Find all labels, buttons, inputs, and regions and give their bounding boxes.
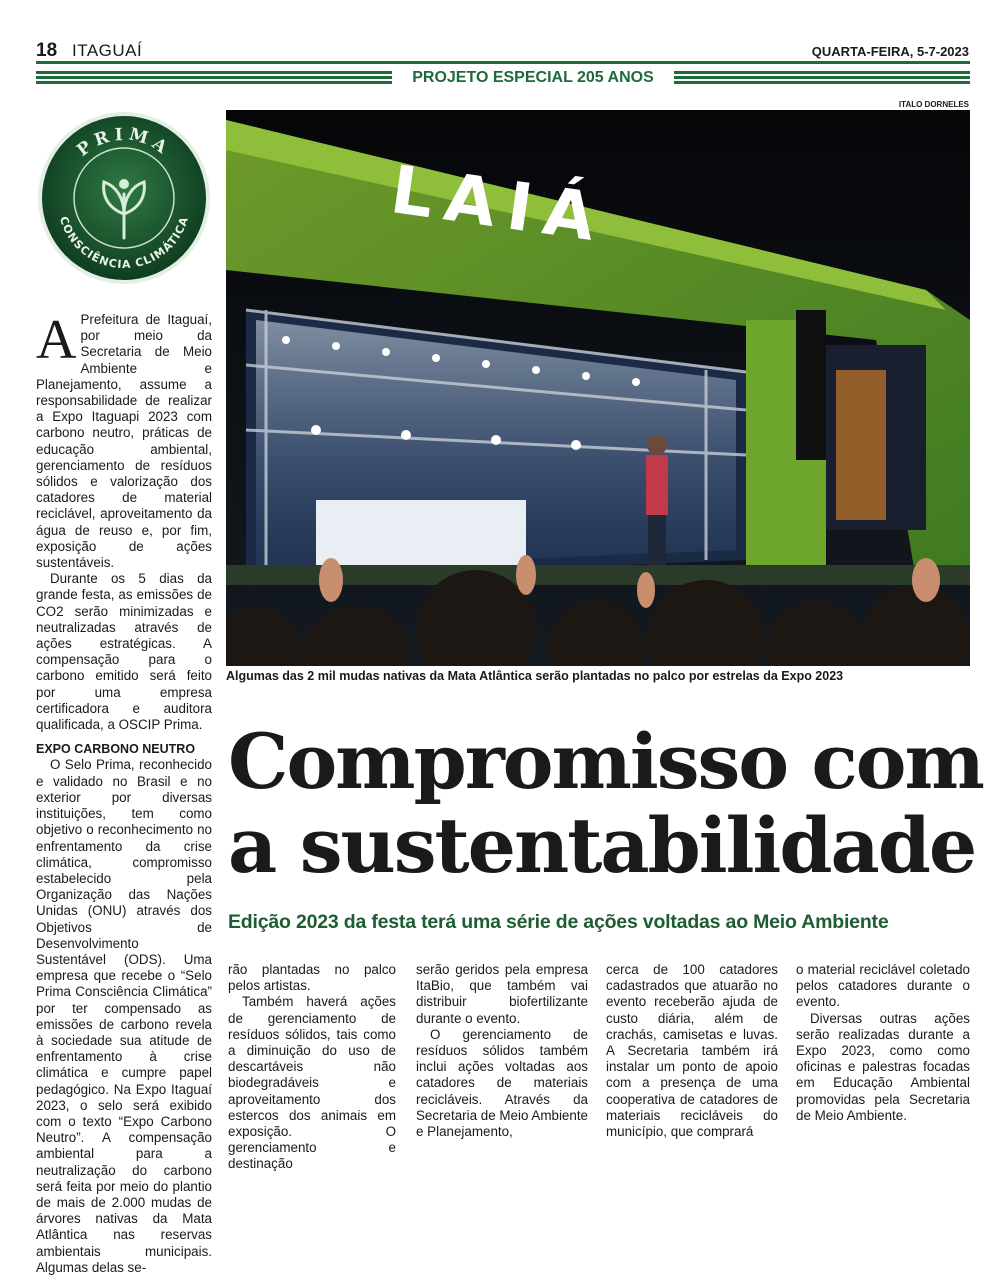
paragraph-c2: rão plantadas no palco pelos artistas. [228,962,396,994]
paragraph-c5: o material reciclável coletado pelos catadores durante o evento. [796,962,970,1010]
article-column-1 [36,309,212,1276]
article-column-2 [228,962,396,1173]
paragraph-c3b: O gerenciamento de resíduos sólidos também inclui ações voltadas aos catadores de materiais recicláveis. Através da Secretaria de Meio Ambiente e Planejamento, [416,1026,588,1140]
city-name: ITAGUAÍ [72,41,143,60]
paragraph-intro [36,309,212,571]
paragraph-c3: serão geridos pela empresa ItaBio, que também vai distribuir biofertilizante durante o evento. [416,962,588,1026]
paragraph-c2b: Também haverá ações de gerenciamento de resíduos sólidos, tais como a diminuição do uso de descartáveis não biodegradáveis e aproveitamento dos estercos dos animais em exposição. O gerenciamento e destinação [228,994,396,1172]
headline [228,717,988,890]
prima-seal-logo [36,110,212,286]
headline-line-2: a sustentabilidade [228,801,976,890]
article-column-5 [796,962,970,1124]
section-banner [36,68,970,88]
paragraph-selo-prima: O Selo Prima, reconhecido e validado no Brasil e no exterior por diversas instituições, tem como objetivo o reconhecimento no enfrentamento da crise climática, compromisso estabelecido pela Organização das Nações Unidas (ONU) através dos Objetivos de Desenvolvimento Sustentável (ODS). Uma empresa que recebe o “Selo Prima Consciência Climática” por ter compensado as emissões de carbono revela à sociedade sua atitude de enfrentamento à crise climática e cumpre papel pedagógico. Na Expo Itaguaí 2023, o selo será exibido com o texto “Expo Carbono Neutro”. A compensação ambiental para a neutralização do carbono será feita por meio do plantio de mais de 2.000 mudas de árvores nativas da Mata Atlântica nas reservas ambientais municipais. Algumas delas se- [36,757,212,1275]
seal-bottom-text: CONSCIÊNCIA CLIMÁTICA [56,214,192,272]
edition-date: QUARTA-FEIRA, 5-7-2023 [811,44,969,59]
photo-caption: Algumas das 2 mil mudas nativas da Mata Atlântica serão plantadas no palco por estrelas da Expo 2023 [226,669,844,683]
article-column-4 [606,962,778,1140]
page-number: 18 [36,40,58,61]
headline-line-1: Compromisso com [228,717,983,806]
section-title: PROJETO ESPECIAL 205 ANOS [392,68,674,88]
concert-stage-photo [226,110,970,666]
paragraph-c5b: Diversas outras ações serão realizadas durante a Expo 2023, como como oficinas e palestras focadas em Educação Ambiental promovidas pela Secretaria de Meio Ambiente. [796,1010,970,1123]
article-column-3 [416,962,588,1140]
paragraph-intro-text: Prefeitura de Itaguaí, por meio da Secretaria de Meio Ambiente e Planejamento, assume a responsabilidade de realizar a Expo Itaguapi 2023 com carbono neutro, práticas de educação ambiental, gerenciamento de resíduos sólidos e valorização dos catadores de material reciclável, aproveitamento da água de reuso e, por fim, exposição de ações sustentáveis. [36,312,212,571]
seal-top-text: PRIMA [73,124,175,161]
subhead-carbono-neutro: EXPO CARBONO NEUTRO [36,742,196,757]
header-rule [36,61,970,64]
stage-sign: LAIÁ [386,151,612,258]
deck-subtitle: Edição 2023 da festa terá uma série de ações voltadas ao Meio Ambiente [228,911,889,933]
photo-credit: ITALO DORNELES [898,100,969,109]
paragraph-c4: cerca de 100 catadores cadastrados que atuarão no evento receberão ajuda de custo diária, além de crachás, camisetas e luvas. A Secretaria também irá instalar um ponto de apoio com a presença de uma cooperativa de catadores de materiais recicláveis do município, que comprará [606,962,778,1140]
paragraph-emissions: Durante os 5 dias da grande festa, as emissões de CO2 serão minimizadas e neutralizadas através de ações estratégicas. A compensação para o carbono emitido será feito por uma empresa certificadora e auditora qualificada, a OSCIP Prima. [36,571,212,733]
drop-cap: A [36,309,77,371]
